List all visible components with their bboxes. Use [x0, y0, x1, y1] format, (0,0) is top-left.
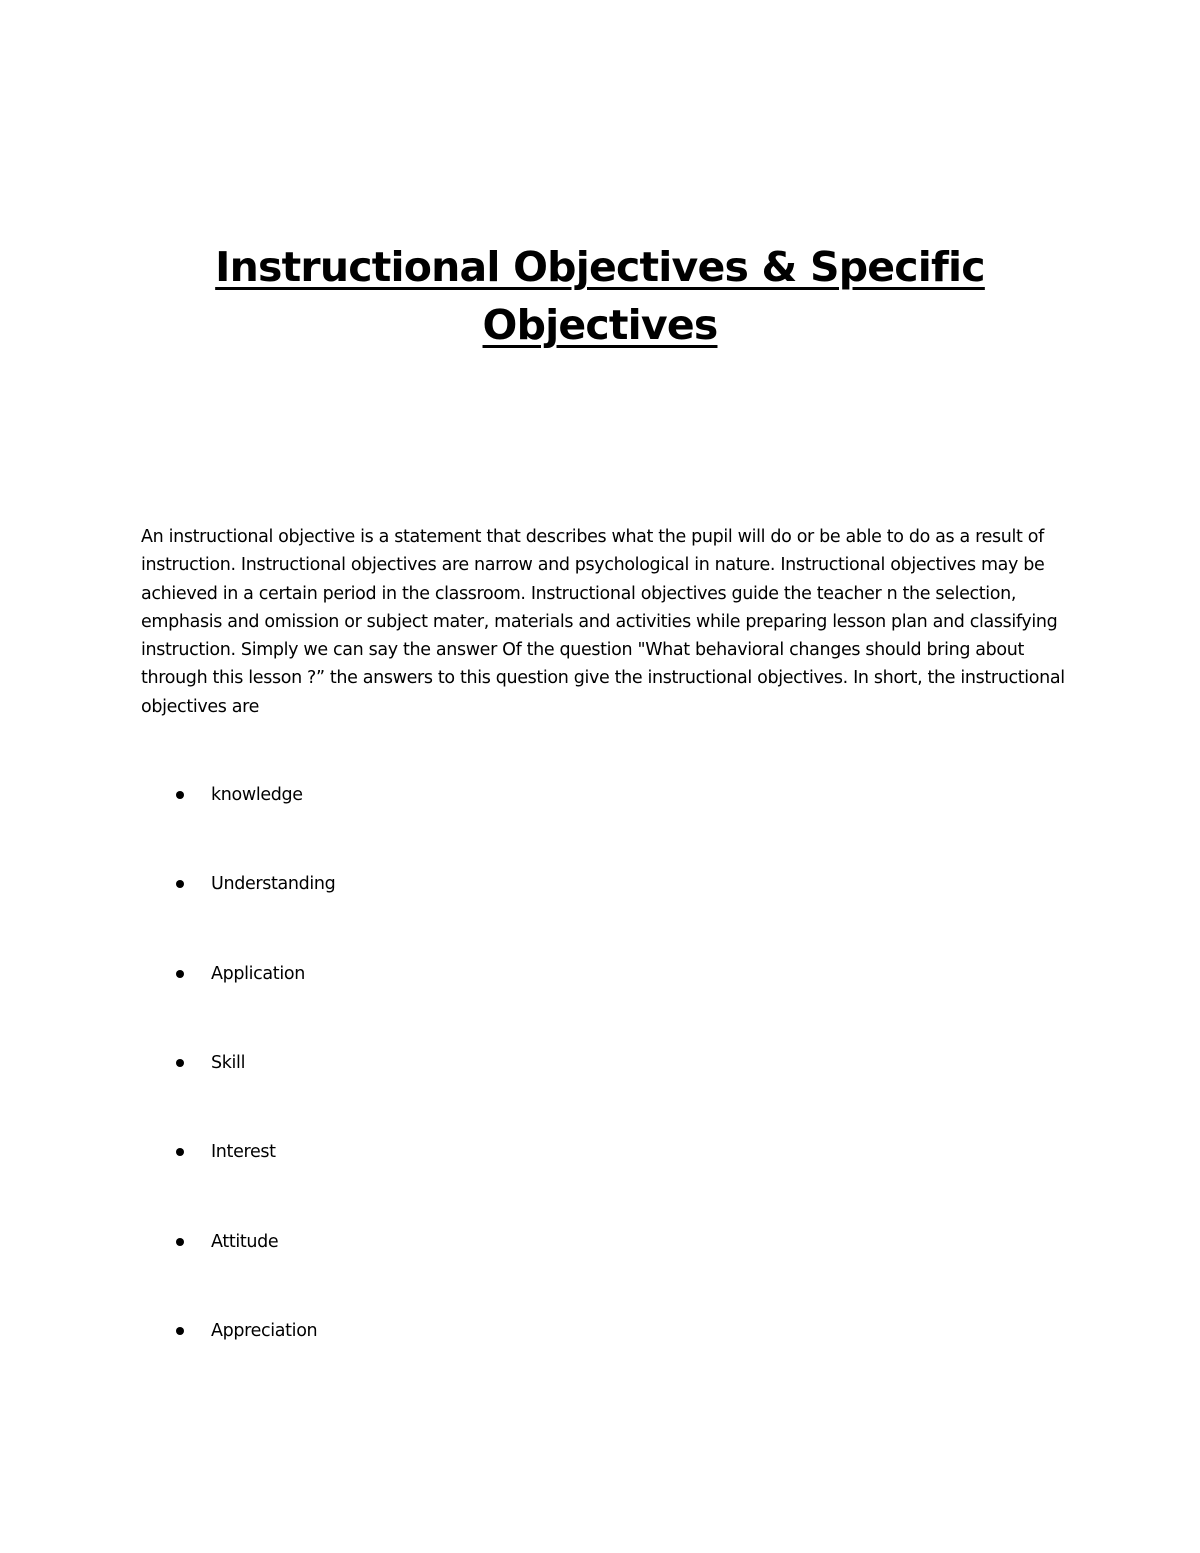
bullet-icon [176, 970, 184, 978]
bullet-icon [176, 880, 184, 888]
title-line-2: Objectives [482, 301, 718, 349]
bullet-icon [176, 1148, 184, 1156]
bullet-icon [176, 1238, 184, 1246]
list-item-label: Skill [211, 1053, 246, 1073]
list-item [176, 781, 576, 809]
bullet-icon [176, 1327, 184, 1335]
list-item-label: Interest [211, 1142, 276, 1162]
intro-paragraph: An instructional objective is a statement that describes what the pupil will do or be able to do as a result of instruction. Instructional objectives are narrow and psychological in nature. Instructional objectives may be achieved in a certain period in the classroom. Instructional objectives guide the teacher n the selection, emphasis and omission or subject mater, materials and activities while preparing lesson plan and classifying instruction. Simply we can say the answer Of the question "What behavioral changes should bring about through this lesson ?” the answers to this question give the instructional objectives. In short, the instructional objectives are [141, 527, 1065, 717]
list-item [176, 1228, 576, 1256]
list-item [176, 1138, 576, 1166]
title-line-1: Instructional Objectives & Specific [215, 243, 985, 291]
list-item-label: Appreciation [211, 1321, 318, 1341]
document-title [140, 238, 1060, 354]
list-item [176, 960, 576, 988]
list-item-label: Application [211, 964, 305, 984]
list-item [176, 870, 576, 898]
list-item-label: Attitude [211, 1232, 279, 1252]
list-item [176, 1049, 576, 1077]
bullet-icon [176, 791, 184, 799]
list-item-label: Understanding [211, 874, 336, 894]
list-item-label: knowledge [211, 785, 303, 805]
list-item [176, 1317, 576, 1345]
bullet-icon [176, 1059, 184, 1067]
